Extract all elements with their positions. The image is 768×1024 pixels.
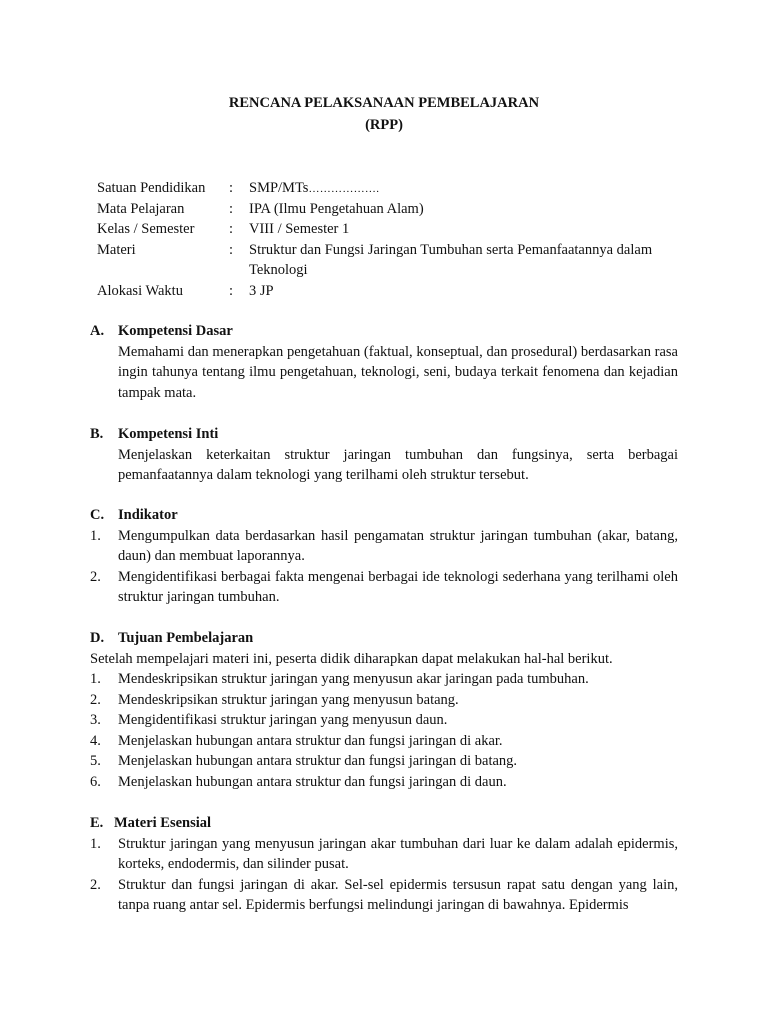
document-subtitle: (RPP) [365, 117, 403, 133]
meta-value-text: SMP/MTs [249, 180, 309, 196]
meta-label: Mata Pelajaran [97, 200, 185, 217]
meta-label: Materi [97, 241, 136, 258]
meta-value [249, 178, 679, 200]
meta-row-kelas-semester [97, 219, 697, 240]
section-materi-esensial [90, 813, 678, 916]
item-text: Mengumpulkan data berdasarkan hasil pengamatan struktur jaringan tumbuhan (akar, batang, daun) dan membuat laporannya. [118, 527, 678, 564]
item-text: Menjelaskan hubungan antara struktur dan fungsi jaringan di akar. [118, 732, 503, 749]
section-paragraph: Memahami dan menerapkan pengetahuan (faktual, konseptual, dan prosedural) berdasarkan rasa ingin tahunya tentang ilmu pengetahuan, teknologi, seni, budaya terkait fenomena dan kejadian tampak mata. [118, 343, 678, 401]
meta-value: 3 JP [249, 282, 274, 299]
meta-row-mata-pelajaran [97, 199, 697, 220]
item-number: 2. [90, 876, 101, 893]
item-number: 4. [90, 732, 101, 749]
item-number: 6. [90, 773, 101, 790]
section-heading [90, 628, 678, 649]
meta-colon: : [229, 221, 234, 237]
meta-row-satuan-pendidikan [97, 178, 697, 199]
document-title: RENCANA PELAKSANAAN PEMBELAJARAN [228, 95, 540, 111]
item-number: 1. [90, 835, 101, 852]
list-item [90, 526, 678, 567]
list-item [90, 751, 678, 772]
section-letter: A. [90, 323, 105, 339]
meta-colon: : [229, 282, 234, 299]
section-letter: B. [90, 426, 104, 442]
item-text: Mendeskripsikan struktur jaringan yang menyusun batang. [118, 691, 459, 708]
meta-row-materi [97, 240, 697, 281]
meta-value: Struktur dan Fungsi Jaringan Tumbuhan serta Pemanfaatannya dalam Teknologi [249, 241, 653, 278]
section-heading [90, 321, 678, 342]
meta-label: Kelas / Semester [97, 221, 195, 237]
meta-value: VIII / Semester 1 [249, 221, 350, 237]
list-item [90, 690, 678, 711]
section-title: Kompetensi Inti [118, 426, 219, 442]
meta-colon: : [229, 180, 234, 196]
list-item [90, 875, 678, 916]
list-item [90, 669, 678, 690]
list-item [90, 772, 678, 793]
section-intro: Setelah mempelajari materi ini, peserta didik diharapkan dapat melakukan hal-hal berikut. [90, 650, 613, 667]
section-kompetensi-inti [90, 424, 678, 486]
item-text: Mendeskripsikan struktur jaringan yang menyusun akar jaringan pada tumbuhan. [118, 671, 589, 687]
section-letter: D. [90, 630, 105, 646]
section-title: Materi Esensial [114, 815, 212, 831]
section-tujuan-pembelajaran [90, 628, 678, 792]
list-item [90, 710, 678, 731]
item-text: Struktur dan fungsi jaringan di akar. Sel-sel epidermis tersusun rapat satu dengan yang lain, tanpa ruang antar sel. Epidermis berfungsi melindungi jaringan di bawahnya. Epidermis [118, 876, 678, 913]
list-item [90, 834, 678, 875]
section-kompetensi-dasar [90, 321, 678, 403]
section-title: Indikator [118, 507, 178, 523]
list-item [90, 731, 678, 752]
item-number: 3. [90, 712, 101, 728]
section-letter: C. [90, 507, 105, 523]
item-text: Mengidentifikasi berbagai fakta mengenai berbagai ide teknologi sederhana yang terilhami oleh struktur jaringan tumbuhan. [118, 568, 678, 605]
identity-table [97, 178, 697, 301]
item-text: Menjelaskan hubungan antara struktur dan fungsi jaringan di daun. [118, 773, 507, 790]
item-number: 1. [90, 527, 101, 544]
section-heading [90, 424, 678, 445]
item-text: Menjelaskan hubungan antara struktur dan fungsi jaringan di batang. [118, 753, 518, 769]
meta-label: Satuan Pendidikan [97, 180, 206, 196]
item-number: 5. [90, 753, 101, 769]
section-heading [90, 813, 678, 834]
meta-label: Alokasi Waktu [97, 282, 183, 299]
item-number: 2. [90, 568, 101, 585]
item-number: 1. [90, 671, 101, 687]
section-paragraph: Menjelaskan keterkaitan struktur jaringan tumbuhan dan fungsinya, serta berbagai pemanfaatannya dalam teknologi yang terilhami oleh struktur tersebut. [118, 446, 678, 483]
section-title: Tujuan Pembelajaran [118, 630, 254, 646]
meta-colon: : [229, 241, 234, 258]
item-number: 2. [90, 691, 101, 708]
section-title: Kompetensi Dasar [118, 323, 233, 339]
meta-value: IPA (Ilmu Pengetahuan Alam) [249, 200, 424, 217]
section-letter: E. [90, 815, 104, 831]
meta-colon: : [229, 200, 234, 217]
blank-dots: ………………. [308, 183, 380, 195]
list-item [90, 567, 678, 608]
section-indikator [90, 505, 678, 608]
item-text: Struktur jaringan yang menyusun jaringan akar tumbuhan dari luar ke dalam adalah epidermis, korteks, endodermis, dan silinder pusat. [118, 835, 678, 872]
section-heading [90, 505, 678, 526]
meta-row-alokasi-waktu [97, 281, 697, 302]
item-text: Mengidentifikasi struktur jaringan yang menyusun daun. [118, 712, 448, 728]
